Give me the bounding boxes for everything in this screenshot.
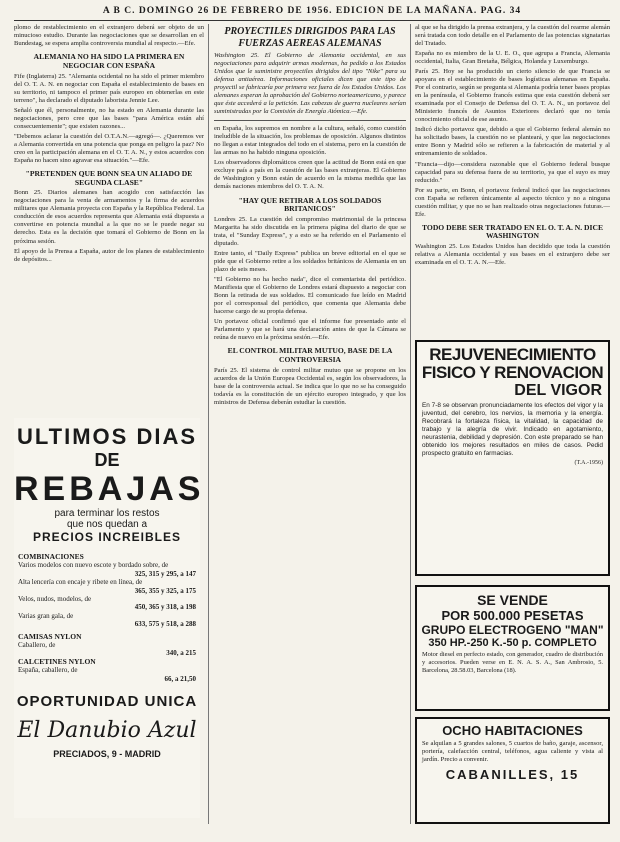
ad-title: 350 HP.-250 K.-50 p. COMPLETO [428,637,597,649]
headline: "HAY QUE RETIRAR A LOS SOLDADOS BRITANICOS" [238,195,382,214]
article-text: "Debemos aclarar la cuestión del O.T.A.N.—agregó—. ¿Queremos ver a Alemania convertida en una potencia que ponga en peligro la paz? No creo en la participación alemana en el O. T. A. N., y estos acuerdos con España no hacen sino agravar esa situación."—Efe. [14,132,204,164]
headline: EL CONTROL MILITAR MUTUO, BASE DE LA CONTROVERSIA [227,346,393,365]
column-3 [415,24,610,334]
ad-title: SE VENDE [477,592,548,608]
ad-text: que nos quedan a [66,519,148,531]
article-text: al que se ha dirigido la prensa extranjera, y la cuestión del rearme alemán será tratada con todo detalle en el Parlamento de las potencias signatarias del Tratado. [415,24,610,48]
ad-title: ULTIMOS DIAS [16,424,198,449]
article-text: Washington 25. El Gobierno de Alemania occidental, en sus negociaciones para adquirir armas modernas, ha pedido a los Estados Unidos que le suministre proyectiles dirigidos del tipo "Nike" para su defensa antiaérea. Informaciones oficiales dicen que este tipo de proyectil se fabricaría por primera vez fuera de los Estados Unidos. Los alemanes esperan la aprobación del Gobierno norteamericano, y parece que éste accederá a la petición. Las cabezas de guerra nucleares serían suministradas por la Comisión de Energía Atómica.—Efe. [214,52,406,116]
article-text: Indicó dicho portavoz que, debido a que el Gobierno federal alemán no ha solicitado bases, la cuestión no se planteará, y que las negociaciones entre Bonn y Madrid sólo se refieren a la fabricación de material y al entrenamiento de soldados. [415,126,610,158]
ad-text: para terminar los restos [54,508,160,520]
ad-text: (T.A.-1956) [574,459,603,466]
rebajas-ad [14,418,205,818]
price-item-text: Caballero, de [18,640,56,649]
price-list [14,641,200,658]
article-text: Bonn 25. Diarios alemanes han acogido con satisfacción las negociaciones para la venta de armamentos y la firma de acuerdos militares que Alemania proyecta con España y la República Federal. La conducción de esos acuerdos representa que Alemania está dispuesta a convertirse en potencia mundial a la que no se le puede negar su derecho. Esta es la decisión que tomará el Gobierno de Bonn en la próxima sesión. [14,189,204,245]
article-text: Entre tanto, el "Daily Express" publica un breve editorial en el que se pide que el Gobierno retire a los soldados británicos de Alemania en un plazo de seis meses. [214,250,406,274]
ad-title: POR 500.000 PESETAS [441,608,584,623]
price-item [14,578,200,595]
ad-text: Motor diesel en perfecto estado, con generador, cuadro de distribución y accesorios. Pueden verse en E. N. A. S. A., San Ambrosio, 5. Barcelona, 28.58.03, Barcelona (18). [422,651,603,674]
ad-section: CAMISAS NYLON [18,631,82,641]
ad-section: COMBINACIONES [18,552,84,562]
column-divider [410,24,411,824]
ad-title: OCHO HABITACIONES [442,723,583,738]
price-item-text: España, caballero, de [18,666,78,675]
price-item [14,641,200,658]
column-divider [208,24,209,824]
article-text: París 25. Hoy se ha producido un cierto silencio de que Francia se apoyara en el establecimiento de bases logísticas alemanas en España. Por el contrario, según se pregunta si Alemania podría tener bases propias en la península, el Gobierno francés estima que esta cuestión deberá ser examinada por el Consejo de Defensa del O. T. A. N., un portavoz del Ministerio francés de Asuntos Exteriores declaró que no tenía conocimiento oficial de ese asunto. [415,68,610,124]
price-item [14,595,200,612]
ad-title: DE [94,450,120,470]
article-text: El apoyo de la Prensa a España, autor de los planes de establecimiento de depósitos... [14,247,204,263]
article-text: Los observadores diplomáticos creen que la actitud de Bonn está en que excluye país a país en la cuestión de las bases extranjeras. El Gobierno de Washington y Bonn están de acuerdo en la misma medida que las demás naciones miembros del O. T. A. N. [214,159,406,191]
price-item-text: Varios modelos con nuevo escote y bordado sobre, de [18,561,169,570]
price-item [14,666,200,683]
ad-section: CALCETINES NYLON [18,657,96,667]
price-item [14,612,200,629]
ad-address: PRECIADOS, 9 - MADRID [53,749,161,760]
ad-text: En 7-8 se observan pronunciadamente los efectos del vigor y la juventud, del cerebro, los nervios, la memoria y la energía. Recobrará la fortaleza física, la vitalidad, la capacidad de trabajo y la alegría de vivir. Indicado en agotamiento, neurastenia, debilidad y depresión. Con este preparado se han obtenido los mejores resultados en miles de casos. Pedid prospecto gratuito en farmacias. [422,401,603,457]
ad-text: PRECIOS INCREIBLES [32,530,182,545]
article-text: Washington 25. Los Estados Unidos han decidido que toda la cuestión relativa a Alemania occidental y sus bases en el extranjero debe ser examinada en el O. T. A. N.—Efe. [415,243,610,267]
headline: PROYECTILES DIRIGIDOS PARA LAS FUERZAS AEREAS ALEMANAS [224,26,396,49]
rental-ad [415,717,610,824]
article-text: "Francia—dijo—considera razonable que el Gobierno federal busque capacidad para su defensa fuera de su territorio, ya que el suyo es muy reducido." [415,160,610,184]
price-item-text: Alta lencería con encaje y ribete en línea, de [18,578,143,587]
price-item-price: 66, a 21,50 [164,674,196,683]
article-text: París 25. El sistema de control militar mutuo que se propone en los acuerdos de la Unión Europea Occidental es, según los observadores, la base de la controversia actual. Se indica que lo que no se ha conseguido todavía es la constitución de un ejército europeo integrado, y que los ministros de Defensa deberán estudiar la cuestión. [214,366,406,406]
price-item-text: Velos, nudos, modelos, de [18,594,92,603]
article-text: Fife (Inglaterra) 25. "Alemania ocidental no ha sido el primer miembro del O. T. A. N. en negociar con España el establecimiento de bases en su territorio, ni tampoco el primer país europeo en obtenerlas en este terreno", ha declarado el diputado laborista Jennie Lee. [14,72,204,104]
article-text: en España, los supremos en nombre a la cultura, señaló, como cuestión ineludible de la situación, los problemas de oposición. Algunos distintos no llegan a estar integrados del todo en el sistema, pero en la cuestión de las armas no ha habido ninguna oposición. [214,125,406,157]
price-item-price: 325, 315 y 295, a 147 [134,569,196,578]
price-list [14,666,200,683]
column-1 [14,24,204,274]
article-text: España no es miembro de la U. E. O., que agrupa a Francia, Alemania occidental, Italia, Gran Bretaña, Bélgica, Holanda y Luxemburgo. [415,50,610,66]
ad-title: OPORTUNIDAD UNICA [16,693,198,711]
price-item-price: 633, 575 y 518, a 288 [134,620,196,629]
ad-title: REBAJAS [14,470,205,508]
headline: TODO DEBE SER TRATADO EN EL O. T. A. N. DICE WASHINGTON [421,222,604,241]
page-header: A B C. DOMINGO 26 DE FEBRERO DE 1956. EDICION DE LA MAÑANA. PAG. 34 [14,6,610,21]
article-text: Londres 25. La cuestión del compromiso matrimonial de la princesa Margarita ha sido discutida en la primera página del diario de que se trata, el "Sunday Express", y a esto se ha referido en el Parlamento el diputado. [214,215,406,248]
price-list [14,561,200,628]
ad-title: GRUPO ELECTROGENO "MAN" [421,623,604,637]
price-item-text: Varias gran gala, de [18,611,74,620]
article-text: Señaló que él, personalmente, no ha estado en Alemania durante las negociaciones, pero cree que las bases "para América están ahí consecuentemente"; que existen razones... [14,106,204,130]
article-text: "El Gobierno no ha hecho nada", dice el comentarista del periódico. Manifiesta que el Gobierno de Londres estará dispuesto a negociar con Bonn la retirada de sus soldados. El comunicado fue leído en Madrid por el corresponsal del periódico, que comenta que Alemania debe hacerse cargo de su propia defensa. [214,276,406,316]
price-item-price: 450, 365 y 318, a 198 [134,603,196,612]
price-item-price: 365, 355 y 325, a 175 [134,586,196,595]
ad-title: FISICO Y RENOVACION [421,362,604,382]
sale-ad [415,585,610,711]
headline: ALEMANIA NO HA SIDO LA PRIMERA EN NEGOCIAR CON ESPAÑA [33,52,185,70]
ad-title: REJUVENECIMIENTO [429,345,596,364]
headline: "PRETENDEN QUE BONN SEA UN ALIADO DE SEGUNDA CLASE" [25,168,193,187]
ad-address: CABANILLES, 15 [445,766,580,782]
ad-text: Se alquilan a 5 grandes salones, 5 cuartos de baño, garaje, ascensor, portería, calefacción central, teléfonos, agua caliente y vista al jardín. Precio a convenir. [422,740,603,764]
vigor-ad [415,340,610,576]
price-item-price: 340, a 215 [166,648,196,657]
article-text: Un portavoz oficial confirmó que el informe fue presentado ante el Parlamento y que se hará una declaración antes de que la Cámara se reúna de nuevo en la próxima sesión.—Efe. [214,318,406,342]
store-logo: El Danubio Azul [17,718,197,744]
article-text: plomo de restablecimiento en el extranjero deberá ser objeto de un minucioso estudio. Durante las negociaciones que se desarrollan en el Bundestag, se espera amplia controversia mundial al respecto.—Efe. [14,24,204,48]
ad-title: DEL VIGOR [514,381,602,399]
price-item [14,561,200,578]
column-2 [214,24,406,819]
article-text: Por su parte, en Bonn, el portavoz federal indicó que las negociaciones con España se refieren únicamente al aspecto técnico y no a ninguna cuestión militar, y que no se han realizado otras negociaciones futuras.—Efe. [415,186,610,218]
